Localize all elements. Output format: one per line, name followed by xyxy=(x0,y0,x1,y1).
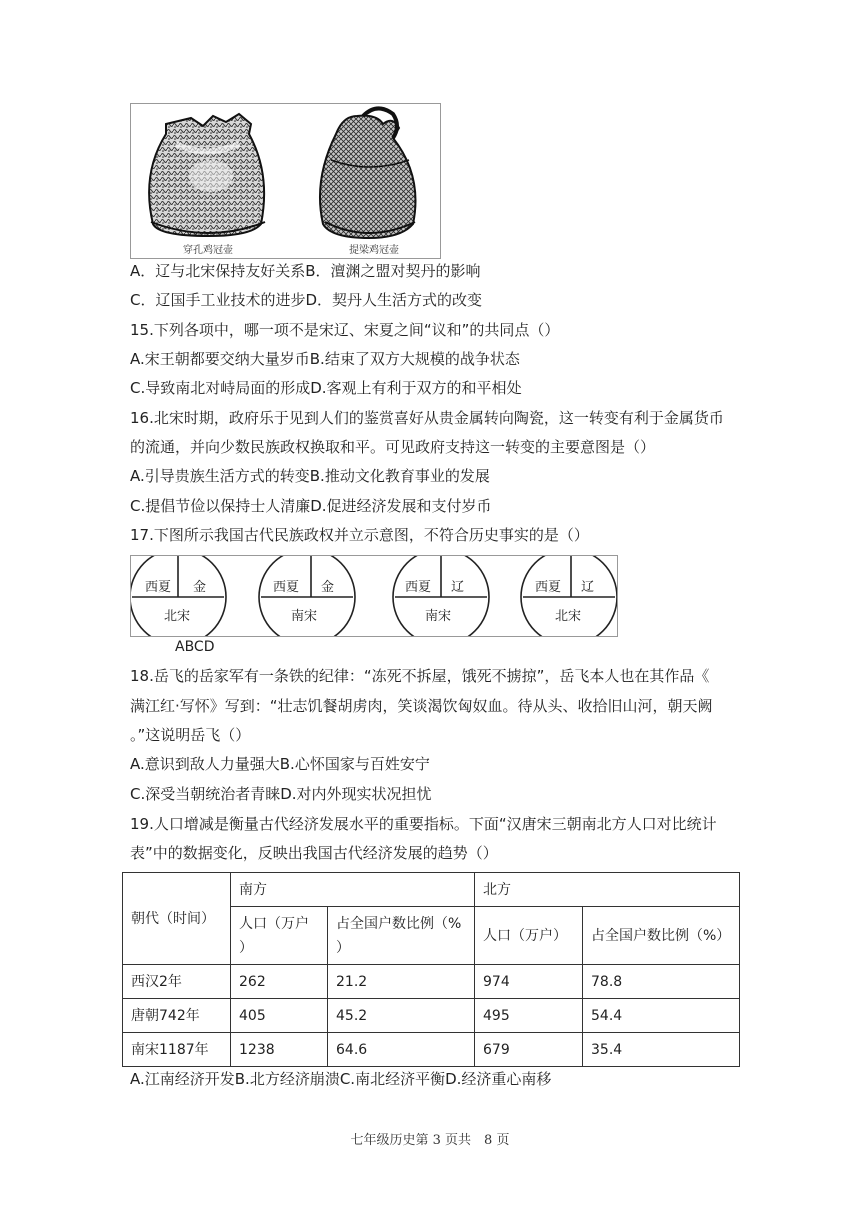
header-south-ratio xyxy=(328,907,475,965)
cell-north-pop: 974 xyxy=(475,965,583,999)
q16-options-line2: C.提倡节俭以保持士人清廉D.促进经济发展和支付岁币 xyxy=(130,497,492,515)
cell-south-pop: 1238 xyxy=(231,1033,328,1067)
header-south-ratio-b: ） xyxy=(336,939,350,956)
circle-c-top-right: 辽 xyxy=(451,580,465,595)
regime-circles-figure xyxy=(130,555,618,637)
circle-c xyxy=(393,556,489,636)
q17-option-labels: ABCD xyxy=(175,639,215,655)
q18-options-line1: A.意识到敌人力量强大B.心怀国家与百姓安宁 xyxy=(130,755,430,773)
circle-a-bottom: 北宋 xyxy=(164,609,191,624)
header-dynasty: 朝代（时间） xyxy=(123,873,231,965)
vessel-illustration xyxy=(131,104,440,258)
header-south-pop-a: 人口（万户 xyxy=(239,915,309,932)
table-header-row-1 xyxy=(123,873,740,907)
circle-a-top-right: 金 xyxy=(193,580,207,595)
q16-options-line1: A.引导贵族生活方式的转变B.推动文化教育事业的发展 xyxy=(130,467,490,485)
q18-stem-line3: 。”这说明岳飞（） xyxy=(130,726,251,744)
vessel-figure xyxy=(130,103,441,259)
right-vessel-caption: 提梁鸡冠壶 xyxy=(349,245,399,256)
population-table xyxy=(122,872,740,1067)
circle-c-top-left: 西夏 xyxy=(405,580,432,595)
regime-circles-svg xyxy=(131,556,617,636)
cell-north-ratio: 78.8 xyxy=(583,965,740,999)
circle-a-top-left: 西夏 xyxy=(145,580,172,595)
cell-north-pop: 495 xyxy=(475,999,583,1033)
circle-d-top-left: 西夏 xyxy=(535,580,562,595)
q18-stem-line2: 满江红·写怀》写到：“壮志饥餐胡虏肉，笑谈渴饮匈奴血。待从头、收拾旧山河，朝天阙 xyxy=(130,697,713,715)
page-footer: 七年级历史第 3 页共 8 页 xyxy=(350,1133,510,1148)
q16-stem-line2: 的流通，并向少数民族政权换取和平。可见政府支持这一转变的主要意图是（） xyxy=(130,438,656,456)
circle-a xyxy=(131,556,226,636)
cell-dynasty: 西汉2年 xyxy=(123,965,231,999)
q18-options-line2: C.深受当朝统治者青睐D.对内外现实状况担忧 xyxy=(130,785,432,803)
q15-options-line1: A.宋王朝都要交纳大量岁币B.结束了双方大规模的战争状态 xyxy=(130,350,520,368)
table-row xyxy=(123,1033,740,1067)
circle-c-bottom: 南宋 xyxy=(425,609,452,624)
q16-stem-line1: 16.北宋时期，政府乐于见到人们的鉴赏喜好从贵金属转向陶瓷，这一转变有利于金属货币 xyxy=(130,409,724,427)
q19-options: A.江南经济开发B.北方经济崩溃C.南北经济平衡D.经济重心南移 xyxy=(130,1070,552,1088)
circle-d-top-right: 辽 xyxy=(581,580,595,595)
q14-options-line2: C．辽国手工业技术的进步D．契丹人生活方式的改变 xyxy=(130,291,483,309)
cell-south-pop: 262 xyxy=(231,965,328,999)
cell-north-ratio: 54.4 xyxy=(583,999,740,1033)
header-south-ratio-a: 占全国户数比例（% xyxy=(336,915,462,932)
q15-options-line2: C.导致南北对峙局面的形成D.客观上有利于双方的和平相处 xyxy=(130,379,522,397)
header-south-pop xyxy=(231,907,328,965)
right-vessel xyxy=(320,116,416,238)
q14-options-line1: A．辽与北宋保持友好关系B．澶渊之盟对契丹的影响 xyxy=(130,262,481,280)
left-vessel-caption: 穿孔鸡冠壶 xyxy=(183,245,233,256)
cell-dynasty: 南宋1187年 xyxy=(123,1033,231,1067)
header-north-pop: 人口（万户） xyxy=(475,907,583,965)
cell-north-ratio: 35.4 xyxy=(583,1033,740,1067)
circle-b-top-right: 金 xyxy=(321,580,335,595)
q17-stem: 17.下图所示我国古代民族政权并立示意图，不符合历史事实的是（） xyxy=(130,526,589,544)
circle-d xyxy=(521,556,617,636)
q19-stem-line1: 19.人口增减是衡量古代经济发展水平的重要指标。下面“汉唐宋三朝南北方人口对比统计 xyxy=(130,815,717,833)
cell-north-pop: 679 xyxy=(475,1033,583,1067)
cell-south-ratio: 21.2 xyxy=(328,965,475,999)
table-row xyxy=(123,999,740,1033)
q15-stem: 15.下列各项中，哪一项不是宋辽、宋夏之间“议和”的共同点（） xyxy=(130,321,560,339)
circle-b-bottom: 南宋 xyxy=(291,609,318,624)
cell-south-pop: 405 xyxy=(231,999,328,1033)
q18-stem-line1: 18.岳飞的岳家军有一条铁的纪律：“冻死不拆屋，饿死不掳掠”，岳飞本人也在其作品《 xyxy=(130,667,710,685)
header-north: 北方 xyxy=(475,873,740,907)
circle-b-top-left: 西夏 xyxy=(273,580,300,595)
table-row xyxy=(123,965,740,999)
circle-b xyxy=(259,556,355,636)
header-south: 南方 xyxy=(231,873,475,907)
cell-south-ratio: 64.6 xyxy=(328,1033,475,1067)
header-south-pop-b: ） xyxy=(239,939,253,956)
header-north-ratio: 占全国户数比例（%） xyxy=(583,907,740,965)
cell-south-ratio: 45.2 xyxy=(328,999,475,1033)
q19-stem-line2: 表”中的数据变化，反映出我国古代经济发展的趋势（） xyxy=(130,844,498,862)
circle-d-bottom: 北宋 xyxy=(555,609,582,624)
cell-dynasty: 唐朝742年 xyxy=(123,999,231,1033)
